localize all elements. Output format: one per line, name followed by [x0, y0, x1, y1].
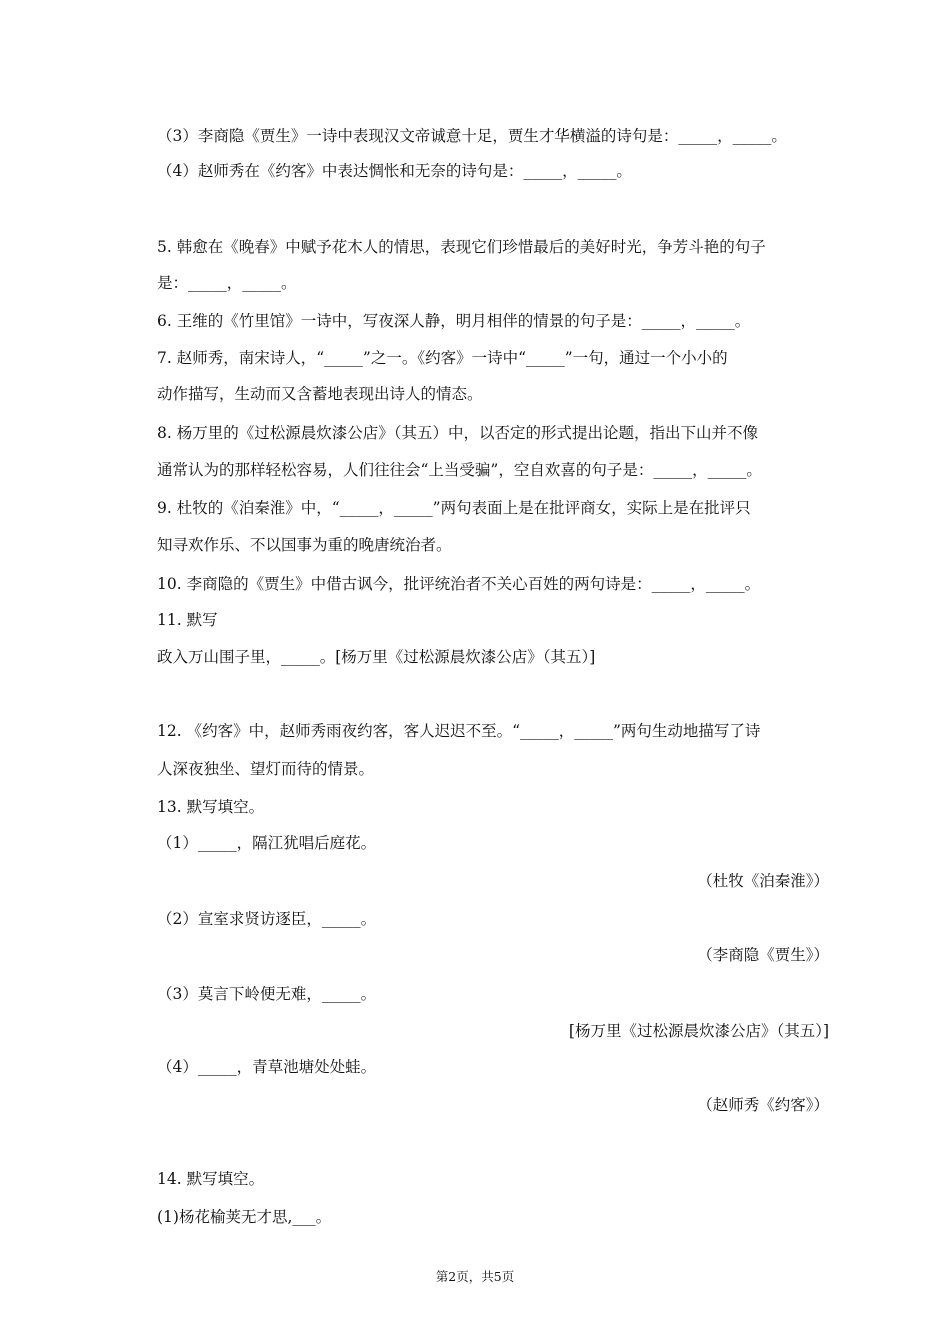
question-9-line-2: 知寻欢作乐、不以国事为重的晚唐统治者。 — [157, 536, 452, 554]
question-11-body: 政入万山围子里，_____。[杨万里《过松源晨炊漆公店》（其五）] — [157, 648, 596, 666]
question-7-line-2: 动作描写，生动而又含蓄地表现出诗人的情态。 — [157, 385, 483, 403]
question-13-source-2: （李商隐《贾生》） — [697, 946, 829, 964]
question-13-item-4: （4）_____，青草池塘处处蛙。 — [157, 1058, 377, 1076]
question-14-item-1: (1)杨花榆荚无才思,___。 — [157, 1208, 332, 1226]
question-4-item-4: （4）赵师秀在《约客》中表达惆怅和无奈的诗句是：_____，_____。 — [157, 162, 632, 180]
question-12-line-1: 12. 《约客》中，赵师秀雨夜约客，客人迟迟不至。“_____，_____”两句生动地描写了诗 — [157, 722, 761, 740]
question-14-title: 14. 默写填空。 — [157, 1170, 265, 1188]
question-13-source-3: [杨万里《过松源晨炊漆公店》（其五）] — [568, 1022, 829, 1040]
page-footer: 第2页，共5页 — [435, 1269, 515, 1284]
question-13-item-3: （3）莫言下岭便无难，_____。 — [157, 985, 377, 1003]
question-6: 6. 王维的《竹里馆》一诗中，写夜深人静，明月相伴的情景的句子是：_____，_____。 — [157, 312, 751, 330]
question-13-item-2: （2）宣室求贤访逐臣，_____。 — [157, 910, 377, 928]
question-9-line-1: 9. 杜牧的《泊秦淮》中，“_____，_____”两句表面上是在批评商女，实际上是在批评只 — [157, 499, 751, 517]
question-12-line-2: 人深夜独坐、望灯而待的情景。 — [157, 760, 375, 778]
question-8-line-1: 8. 杨万里的《过松源晨炊漆公店》（其五）中，以否定的形式提出论题，指出下山并不像 — [157, 424, 758, 442]
question-5-line-2: 是：_____，_____。 — [157, 274, 297, 292]
question-7-line-1: 7. 赵师秀，南宋诗人，“_____”之一。《约客》一诗中“_____”一句，通过一个小小的 — [157, 349, 728, 367]
question-8-line-2: 通常认为的那样轻松容易，人们往往会“上当受骗”，空自欢喜的句子是：_____，_____。 — [157, 461, 762, 479]
question-13-item-1: （1）_____，隔江犹唱后庭花。 — [157, 834, 377, 852]
question-11-title: 11. 默写 — [157, 611, 218, 629]
question-4-item-3: （3）李商隐《贾生》一诗中表现汉文帝诚意十足，贾生才华横溢的诗句是：_____，_____。 — [157, 127, 787, 145]
question-13-source-4: （赵师秀《约客》） — [697, 1096, 829, 1114]
question-5-line-1: 5. 韩愈在《晚春》中赋予花木人的情思，表现它们珍惜最后的美好时光，争芳斗艳的句子 — [157, 238, 766, 256]
question-10: 10. 李商隐的《贾生》中借古讽今，批评统治者不关心百姓的两句诗是：_____，_____。 — [157, 575, 761, 593]
question-13-title: 13. 默写填空。 — [157, 798, 265, 816]
question-13-source-1: （杜牧《泊秦淮》） — [697, 872, 829, 890]
